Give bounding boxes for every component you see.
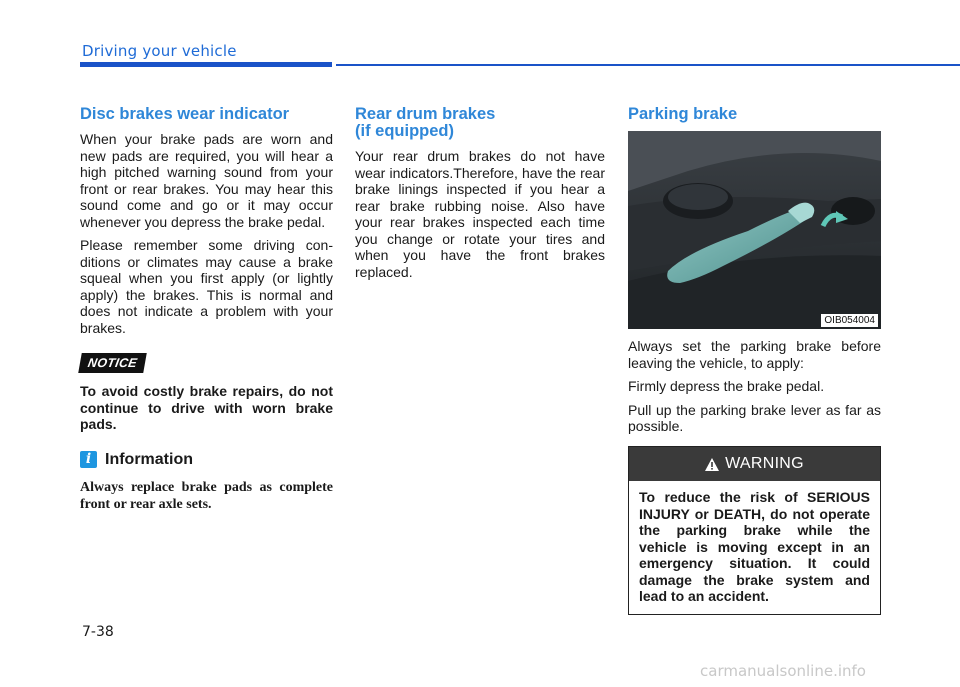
info-icon: i (80, 451, 97, 468)
column-rear-drum-brakes (355, 100, 605, 287)
rear-drum-heading-line1: Rear drum brakes (355, 105, 496, 123)
parking-brake-paragraph-2: Firmly depress the brake pedal. (628, 378, 825, 394)
header-rule-thin (336, 64, 960, 66)
parking-brake-heading: Parking brake (628, 105, 738, 123)
parking-brake-illustration (628, 131, 881, 329)
warning-header (629, 447, 880, 481)
rear-drum-paragraph: Your rear drum brakes do not have wear indicators.Therefore, have the rear brake linings inspected if you hear a rear brake rubbing noise. Also have your rear brakes inspected each time you change or rotate your tires and when you have the front brakes replaced. (355, 148, 605, 280)
notice-text: To avoid costly brake repairs, do not continue to drive with worn brake pads. (80, 383, 333, 432)
rear-drum-heading (355, 106, 605, 140)
information-title: Information (105, 450, 193, 468)
warning-label: WARNING (725, 455, 804, 472)
parking-brake-paragraph-1: Always set the parking brake before leaving the vehicle, to apply: (628, 338, 881, 371)
warning-triangle-icon (705, 458, 719, 471)
column-disc-brakes (80, 100, 333, 513)
photo-caption: OIB054004 (821, 314, 878, 327)
section-title: Driving your vehicle (82, 42, 237, 60)
disc-brakes-paragraph-2: Please remember some driving conditions or climates may cause a brake squeal when you first apply (or lightly apply) the brakes. This is normal and does not indicate a problem with your brakes. (80, 237, 333, 336)
information-header (80, 451, 333, 469)
page-number: 7-38 (82, 624, 114, 640)
rear-drum-heading-line2: (if equipped) (355, 122, 454, 140)
header-rule-thick (80, 62, 332, 67)
parking-brake-photo (628, 131, 881, 329)
warning-text: To reduce the risk of SERIOUS INJURY or DEATH, do not operate the parking brake while the vehicle is moving except in an emergency situation. It could damage the brake system and lead to an accident. (639, 489, 870, 604)
parking-brake-paragraph-3: Pull up the parking brake lever as far as possible. (628, 401, 881, 434)
warning-box (628, 446, 881, 615)
disc-brakes-paragraph-1: When your brake pads are worn and new pads are required, you will hear a high pitched warning sound from your front or rear brakes. You may hear this sound come and go or it may occur whenever you depress the brake pedal. (80, 131, 333, 230)
notice-badge: NOTICE (78, 353, 147, 373)
information-text: Always replace brake pads as complete front or rear axle sets. (80, 479, 333, 512)
watermark: carmanualsonline.info (700, 662, 866, 680)
column-parking-brake (628, 100, 881, 442)
disc-brakes-heading: Disc brakes wear indicator (80, 105, 290, 123)
